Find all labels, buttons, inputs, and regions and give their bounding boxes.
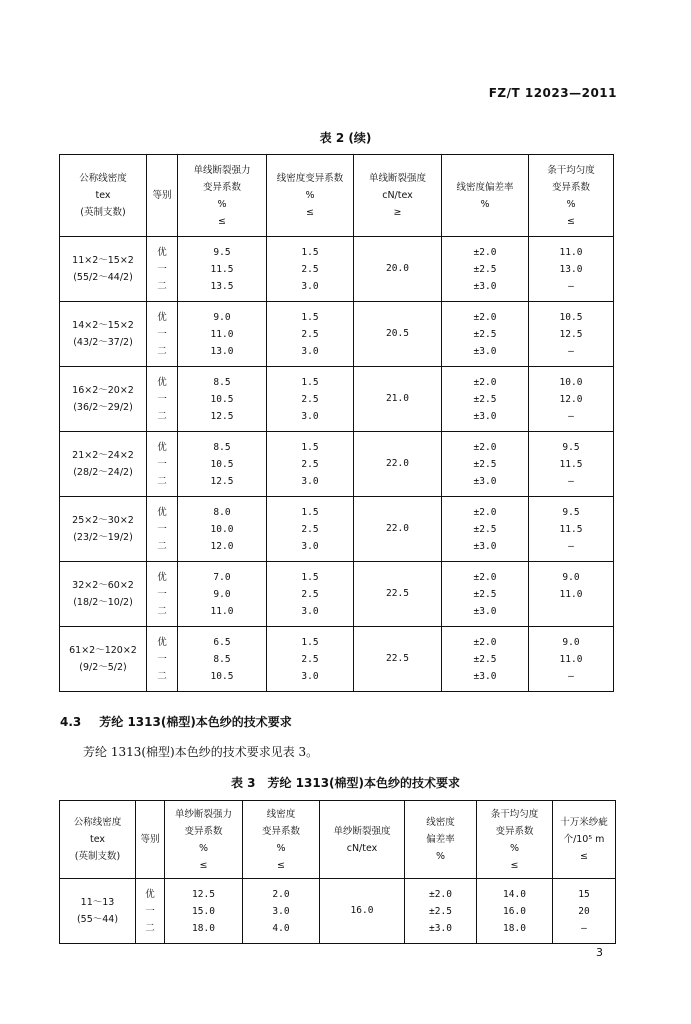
t2-header-strength-cv: 单线断裂强力 变异系数 % ≤ bbox=[178, 155, 267, 237]
t3-header-deviation: 线密度 偏差率 % bbox=[405, 801, 477, 879]
deviation-cell: ±2.0 ±2.5 ±3.0 bbox=[442, 562, 529, 627]
strength-cv-cell: 12.5 15.0 18.0 bbox=[165, 879, 243, 944]
spec-cell: 14×2～15×2 (43/2～37/2) bbox=[60, 302, 147, 367]
spec-cell: 32×2～60×2 (18/2～10/2) bbox=[60, 562, 147, 627]
evenness-cell: 9.0 11.0 — bbox=[529, 627, 614, 692]
table-row bbox=[60, 432, 614, 497]
t2-header-deviation: 线密度偏差率 % bbox=[442, 155, 529, 237]
deviation-cell: ±2.0 ±2.5 ±3.0 bbox=[442, 367, 529, 432]
grade-cell: 优 一 二 bbox=[147, 562, 178, 627]
t2-header-tenacity: 单线断裂强度 cN/tex ≥ bbox=[354, 155, 442, 237]
deviation-cell: ±2.0 ±2.5 ±3.0 bbox=[442, 432, 529, 497]
section-number: 4.3 bbox=[60, 715, 82, 729]
deviation-cell: ±2.0 ±2.5 ±3.0 bbox=[405, 879, 477, 944]
density-cv-cell: 2.0 3.0 4.0 bbox=[243, 879, 320, 944]
tenacity-cell: 22.5 bbox=[354, 562, 442, 627]
standard-code: FZ/T 12023—2011 bbox=[488, 86, 617, 100]
tenacity-cell: 16.0 bbox=[320, 879, 405, 944]
deviation-cell: ±2.0 ±2.5 ±3.0 bbox=[442, 237, 529, 302]
table-row bbox=[60, 497, 614, 562]
table2 bbox=[59, 154, 614, 692]
evenness-cell: 9.5 11.5 — bbox=[529, 432, 614, 497]
deviation-cell: ±2.0 ±2.5 ±3.0 bbox=[442, 302, 529, 367]
t3-header-evenness: 条干均匀度 变异系数 % ≤ bbox=[477, 801, 553, 879]
tenacity-cell: 22.0 bbox=[354, 432, 442, 497]
t3-header-grade: 等别 bbox=[136, 801, 165, 879]
table-row bbox=[60, 562, 614, 627]
spec-cell: 11～13 (55～44) bbox=[60, 879, 136, 944]
spec-cell: 25×2～30×2 (23/2～19/2) bbox=[60, 497, 147, 562]
deviation-cell: ±2.0 ±2.5 ±3.0 bbox=[442, 627, 529, 692]
density-cv-cell: 1.5 2.5 3.0 bbox=[267, 302, 354, 367]
tenacity-cell: 21.0 bbox=[354, 367, 442, 432]
spec-cell: 16×2～20×2 (36/2～29/2) bbox=[60, 367, 147, 432]
table-row bbox=[60, 302, 614, 367]
strength-cv-cell: 8.0 10.0 12.0 bbox=[178, 497, 267, 562]
grade-cell: 优 一 二 bbox=[147, 302, 178, 367]
strength-cv-cell: 7.0 9.0 11.0 bbox=[178, 562, 267, 627]
tenacity-cell: 20.0 bbox=[354, 237, 442, 302]
density-cv-cell: 1.5 2.5 3.0 bbox=[267, 432, 354, 497]
t3-header-strength-cv: 单纱断裂强力 变异系数 % ≤ bbox=[165, 801, 243, 879]
evenness-cell: 11.0 13.0 — bbox=[529, 237, 614, 302]
table-row bbox=[60, 879, 616, 944]
strength-cv-cell: 9.5 11.5 13.5 bbox=[178, 237, 267, 302]
section-heading bbox=[60, 713, 292, 730]
neps-cell: 15 20 — bbox=[553, 879, 616, 944]
density-cv-cell: 1.5 2.5 3.0 bbox=[267, 627, 354, 692]
t2-header-evenness: 条干均匀度 变异系数 % ≤ bbox=[529, 155, 614, 237]
table-row bbox=[60, 627, 614, 692]
t3-header-neps: 十万米纱疵 个/10⁵ m ≤ bbox=[553, 801, 616, 879]
strength-cv-cell: 8.5 10.5 12.5 bbox=[178, 367, 267, 432]
t3-header-spec: 公称线密度 tex (英制支数) bbox=[60, 801, 136, 879]
t2-header-spec: 公称线密度 tex (英制支数) bbox=[60, 155, 147, 237]
grade-cell: 优 一 二 bbox=[147, 237, 178, 302]
t3-header-tenacity: 单纱断裂强度 cN/tex bbox=[320, 801, 405, 879]
grade-cell: 优 一 二 bbox=[147, 432, 178, 497]
grade-cell: 优 一 二 bbox=[147, 497, 178, 562]
density-cv-cell: 1.5 2.5 3.0 bbox=[267, 562, 354, 627]
t2-header-grade: 等别 bbox=[147, 155, 178, 237]
grade-cell: 优 一 二 bbox=[147, 367, 178, 432]
deviation-cell: ±2.0 ±2.5 ±3.0 bbox=[442, 497, 529, 562]
tenacity-cell: 20.5 bbox=[354, 302, 442, 367]
density-cv-cell: 1.5 2.5 3.0 bbox=[267, 497, 354, 562]
spec-cell: 21×2～24×2 (28/2～24/2) bbox=[60, 432, 147, 497]
strength-cv-cell: 9.0 11.0 13.0 bbox=[178, 302, 267, 367]
table3-title: 表 3 芳纶 1313(棉型)本色纱的技术要求 bbox=[230, 776, 461, 790]
evenness-cell: 9.5 11.5 — bbox=[529, 497, 614, 562]
table3 bbox=[59, 800, 616, 944]
grade-cell: 优 一 二 bbox=[136, 879, 165, 944]
t3-header-density-cv: 线密度 变异系数 % ≤ bbox=[243, 801, 320, 879]
table-row bbox=[60, 367, 614, 432]
tenacity-cell: 22.0 bbox=[354, 497, 442, 562]
spec-cell: 11×2～15×2 (55/2～44/2) bbox=[60, 237, 147, 302]
grade-cell: 优 一 二 bbox=[147, 627, 178, 692]
section-title: 芳纶 1313(棉型)本色纱的技术要求 bbox=[99, 715, 292, 729]
density-cv-cell: 1.5 2.5 3.0 bbox=[267, 237, 354, 302]
strength-cv-cell: 6.5 8.5 10.5 bbox=[178, 627, 267, 692]
tenacity-cell: 22.5 bbox=[354, 627, 442, 692]
page-number: 3 bbox=[596, 946, 603, 959]
evenness-cell: 10.5 12.5 — bbox=[529, 302, 614, 367]
evenness-cell: 14.0 16.0 18.0 bbox=[477, 879, 553, 944]
spec-cell: 61×2～120×2 (9/2～5/2) bbox=[60, 627, 147, 692]
t2-header-density-cv: 线密度变异系数 % ≤ bbox=[267, 155, 354, 237]
density-cv-cell: 1.5 2.5 3.0 bbox=[267, 367, 354, 432]
section-paragraph: 芳纶 1313(棉型)本色纱的技术要求见表 3。 bbox=[83, 745, 319, 759]
evenness-cell: 10.0 12.0 — bbox=[529, 367, 614, 432]
strength-cv-cell: 8.5 10.5 12.5 bbox=[178, 432, 267, 497]
evenness-cell: 9.0 11.0 bbox=[529, 562, 614, 627]
table-row bbox=[60, 237, 614, 302]
table2-title: 表 2 (续) bbox=[319, 131, 372, 145]
